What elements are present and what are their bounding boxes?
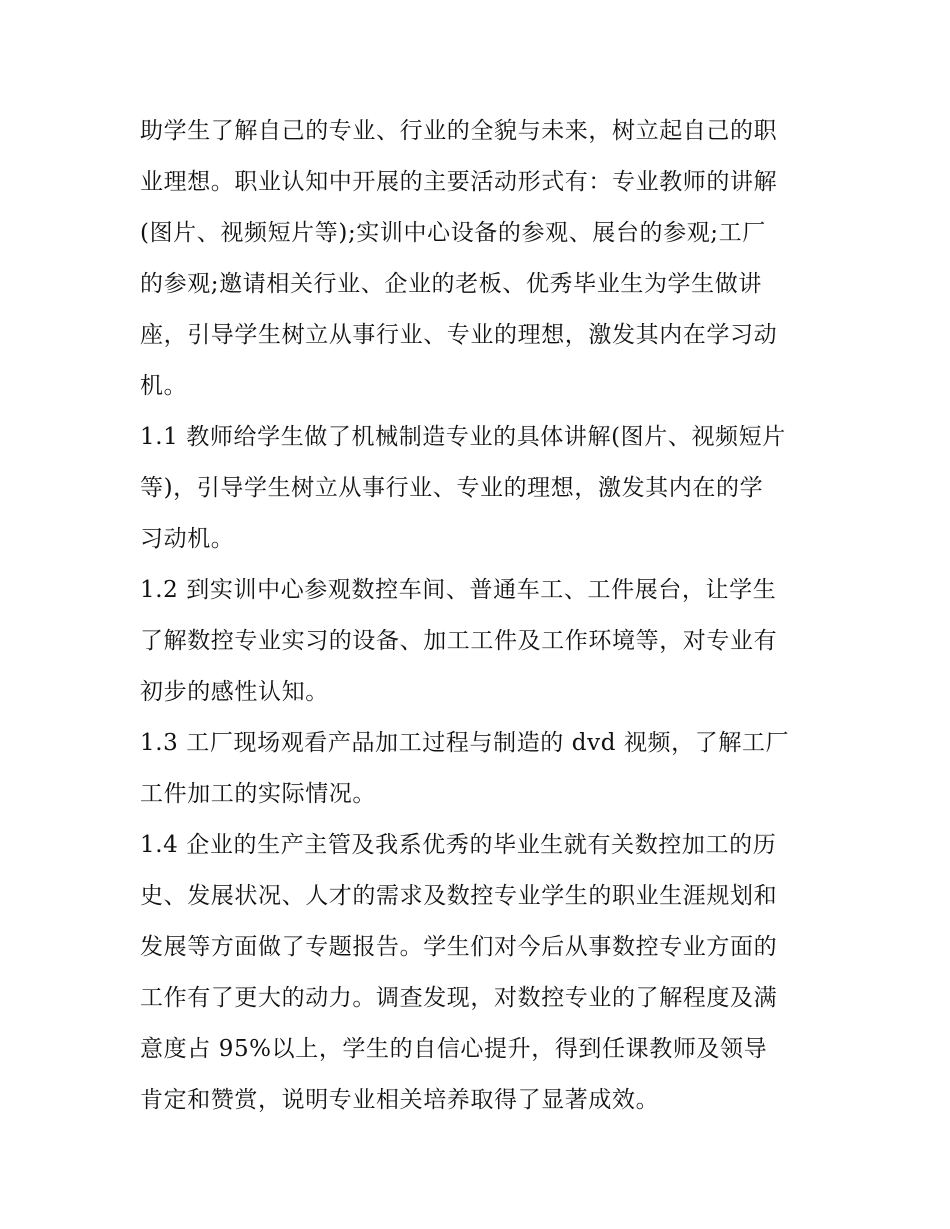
text-line: 等)，引导学生树立从事行业、专业的理想，激发其内在的学 [140,475,764,501]
text-line: (图片、视频短片等);实训中心设备的参观、展台的参观;工厂 [140,220,766,246]
list-item-1-3: 1.3 工厂现场观看产品加工过程与制造的 dvd 视频，了解工厂 [140,730,790,756]
body-text [140,106,815,1126]
text-line: 工作有了更大的动力。调查发现，对数控专业的了解程度及满 [140,985,778,1011]
text-line: 座，引导学生树立从事行业、专业的理想，激发其内在学习动 [140,322,778,348]
text-line: 习动机。 [140,526,235,552]
text-line: 业理想。职业认知中开展的主要活动形式有：专业教师的讲解 [140,169,778,195]
text-line: 的参观;邀请相关行业、企业的老板、优秀毕业生为学生做讲 [140,271,762,297]
text-line: 发展等方面做了专题报告。学生们对今后从事数控专业方面的 [140,934,778,960]
text-line: 机。 [140,373,188,399]
text-line: 工件加工的实际情况。 [140,781,376,807]
text-line: 肯定和赞赏，说明专业相关培养取得了显著成效。 [140,1087,660,1113]
list-item-1-4: 1.4 企业的生产主管及我系优秀的毕业生就有关数控加工的历 [140,832,777,858]
text-line: 意度占 95%以上，学生的自信心提升，得到任课教师及领导 [140,1036,768,1062]
text-line: 了解数控专业实习的设备、加工工件及工作环境等，对专业有 [140,628,778,654]
list-item-1-2: 1.2 到实训中心参观数控车间、普通车工、工件展台，让学生 [140,577,777,603]
text-line: 史、发展状况、人才的需求及数控专业学生的职业生涯规划和 [140,883,778,909]
text-line: 助学生了解自己的专业、行业的全貌与未来，树立起自己的职 [140,118,778,144]
text-line: 初步的感性认知。 [140,679,329,705]
list-item-1-1: 1.1 教师给学生做了机械制造专业的具体讲解(图片、视频短片 [140,424,786,450]
